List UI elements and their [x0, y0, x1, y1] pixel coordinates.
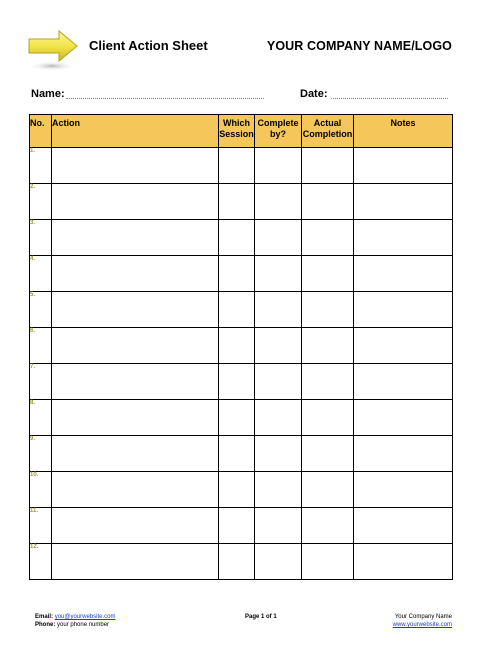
action-cell[interactable] [52, 400, 219, 436]
row-number: 7. [30, 364, 52, 400]
row-number: 8. [30, 400, 52, 436]
footer-company-name: Your Company Name [394, 614, 452, 620]
notes-cell[interactable] [354, 184, 453, 220]
date-label: Date: [300, 88, 328, 100]
phone-value: your phone number [57, 622, 110, 628]
notes-cell[interactable] [354, 292, 453, 328]
actual-completion-cell[interactable] [302, 544, 354, 580]
notes-cell[interactable] [354, 220, 453, 256]
row-number: 5. [30, 292, 52, 328]
company-name-logo: YOUR COMPANY NAME/LOGO [266, 39, 452, 53]
arrow-logo-icon [26, 28, 82, 72]
complete-by-cell[interactable] [255, 364, 302, 400]
column-header-actual-completion: Actual Completion [302, 115, 354, 148]
action-cell[interactable] [52, 328, 219, 364]
table-row [30, 400, 453, 436]
page-number: Page 1 of 1 [245, 614, 277, 620]
row-number: 12. [30, 544, 52, 580]
which-session-cell[interactable] [219, 184, 255, 220]
actual-completion-cell[interactable] [302, 508, 354, 544]
actual-completion-cell[interactable] [302, 328, 354, 364]
actual-completion-cell[interactable] [302, 436, 354, 472]
name-label: Name: [31, 88, 65, 100]
column-header-which-session: Which Session [219, 115, 255, 148]
complete-by-cell[interactable] [255, 328, 302, 364]
actual-completion-cell[interactable] [302, 220, 354, 256]
action-cell[interactable] [52, 472, 219, 508]
which-session-cell[interactable] [219, 148, 255, 184]
table-row [30, 364, 453, 400]
complete-by-cell[interactable] [255, 400, 302, 436]
action-cell[interactable] [52, 544, 219, 580]
column-header-notes: Notes [354, 115, 453, 148]
table-row [30, 508, 453, 544]
page-title: Client Action Sheet [89, 38, 208, 53]
notes-cell[interactable] [354, 472, 453, 508]
column-header-action: Action [52, 115, 219, 148]
notes-cell[interactable] [354, 508, 453, 544]
name-field[interactable] [66, 98, 264, 99]
action-cell[interactable] [52, 256, 219, 292]
phone-label: Phone: [35, 622, 56, 628]
notes-cell[interactable] [354, 256, 453, 292]
row-number: 4. [30, 256, 52, 292]
which-session-cell[interactable] [219, 544, 255, 580]
complete-by-cell[interactable] [255, 148, 302, 184]
column-header-complete-by: Complete by? [255, 115, 302, 148]
actual-completion-cell[interactable] [302, 184, 354, 220]
notes-cell[interactable] [354, 436, 453, 472]
actual-completion-cell[interactable] [302, 292, 354, 328]
action-cell[interactable] [52, 184, 219, 220]
actual-completion-cell[interactable] [302, 364, 354, 400]
which-session-cell[interactable] [219, 436, 255, 472]
column-header-no: No. [30, 115, 52, 148]
footer-contact [35, 613, 115, 629]
row-number: 2. [30, 184, 52, 220]
action-table [29, 114, 453, 580]
table-row [30, 256, 453, 292]
complete-by-cell[interactable] [255, 220, 302, 256]
row-number: 1. [30, 148, 52, 184]
complete-by-cell[interactable] [255, 436, 302, 472]
which-session-cell[interactable] [219, 472, 255, 508]
table-header-row [30, 115, 453, 148]
table-row [30, 148, 453, 184]
which-session-cell[interactable] [219, 364, 255, 400]
action-cell[interactable] [52, 436, 219, 472]
actual-completion-cell[interactable] [302, 472, 354, 508]
row-number: 9. [30, 436, 52, 472]
table-row [30, 184, 453, 220]
footer-company [393, 613, 452, 629]
row-number: 11. [30, 508, 52, 544]
notes-cell[interactable] [354, 364, 453, 400]
which-session-cell[interactable] [219, 220, 255, 256]
table-row [30, 472, 453, 508]
action-cell[interactable] [52, 148, 219, 184]
complete-by-cell[interactable] [255, 292, 302, 328]
notes-cell[interactable] [354, 544, 453, 580]
notes-cell[interactable] [354, 400, 453, 436]
row-number: 10. [30, 472, 52, 508]
action-cell[interactable] [52, 220, 219, 256]
table-row [30, 544, 453, 580]
website-link[interactable]: www.yourwebsite.com [392, 622, 452, 628]
complete-by-cell[interactable] [255, 508, 302, 544]
action-cell[interactable] [52, 508, 219, 544]
table-row [30, 328, 453, 364]
which-session-cell[interactable] [219, 400, 255, 436]
table-row [30, 436, 453, 472]
notes-cell[interactable] [354, 328, 453, 364]
email-link[interactable]: you@yourwebsite.com [54, 614, 116, 620]
actual-completion-cell[interactable] [302, 256, 354, 292]
row-number: 3. [30, 220, 52, 256]
action-cell[interactable] [52, 292, 219, 328]
which-session-cell[interactable] [219, 508, 255, 544]
complete-by-cell[interactable] [255, 256, 302, 292]
notes-cell[interactable] [354, 148, 453, 184]
table-row [30, 220, 453, 256]
complete-by-cell[interactable] [255, 472, 302, 508]
action-cell[interactable] [52, 364, 219, 400]
which-session-cell[interactable] [219, 292, 255, 328]
table-row [30, 292, 453, 328]
actual-completion-cell[interactable] [302, 400, 354, 436]
which-session-cell[interactable] [219, 256, 255, 292]
date-field[interactable] [331, 98, 448, 99]
actual-completion-cell[interactable] [302, 148, 354, 184]
which-session-cell[interactable] [219, 328, 255, 364]
row-number: 6. [30, 328, 52, 364]
complete-by-cell[interactable] [255, 184, 302, 220]
email-label: Email: [35, 614, 54, 620]
complete-by-cell[interactable] [255, 544, 302, 580]
